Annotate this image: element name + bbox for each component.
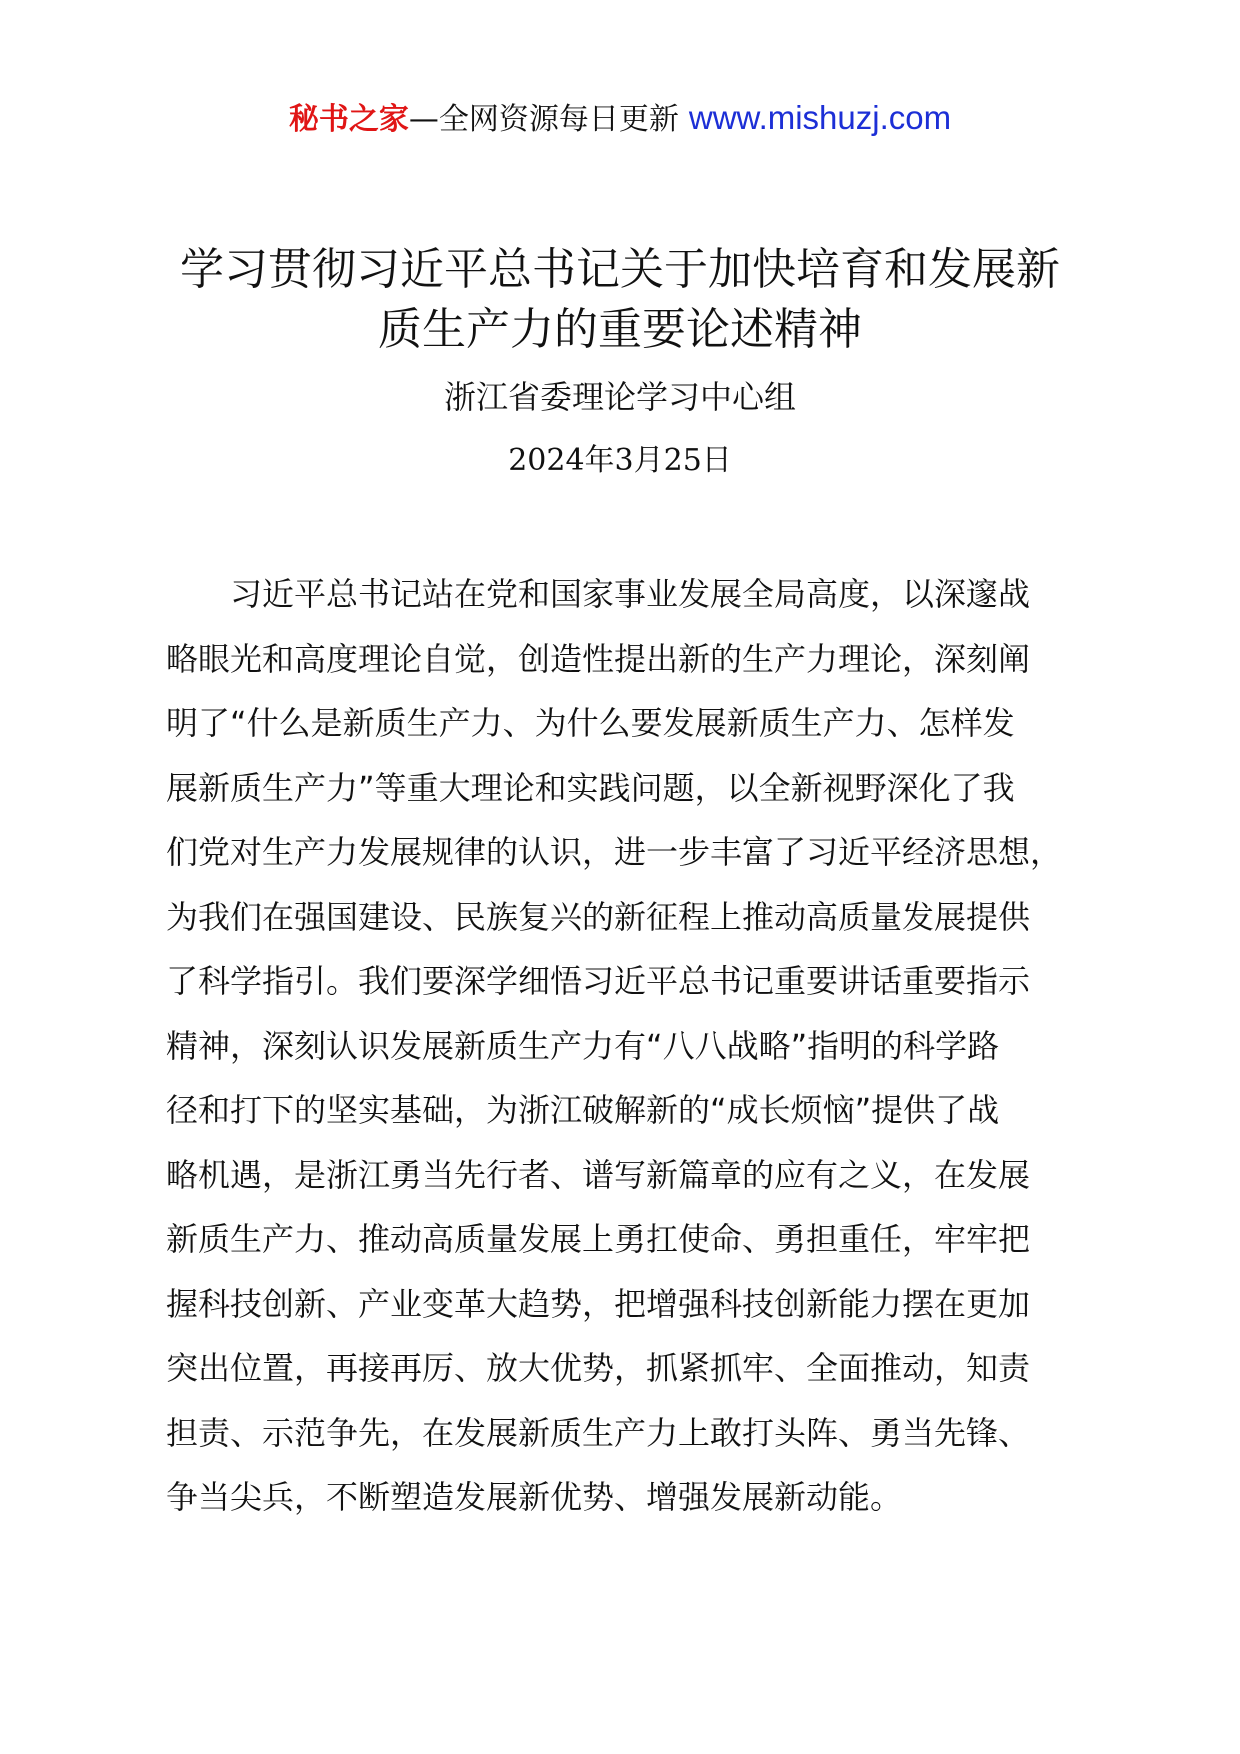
document-author: 浙江省委理论学习中心组 xyxy=(443,378,796,416)
body-line: 明了“什么是新质生产力、为什么要发展新质生产力、怎样发 xyxy=(166,704,1015,742)
body-line: 为我们在强国建设、民族复兴的新征程上推动高质量发展提供 xyxy=(166,897,1031,936)
body-line: 们党对生产力发展规律的认识，进一步丰富了习近平经济思想， xyxy=(166,833,1063,871)
body-line: 径和打下的坚实基础，为浙江破解新的“成长烦恼”提供了战 xyxy=(166,1091,1000,1129)
site-brand: 秘书之家 xyxy=(288,102,409,137)
title-line-1: 学习贯彻习近平总书记关于加快培育和发展新 xyxy=(180,244,1060,295)
document-date: 2024年3月25日 xyxy=(508,443,732,478)
body-line: 担责、示范争先，在发展新质生产力上敢打头阵、勇当先锋、 xyxy=(166,1413,1031,1452)
document-body xyxy=(166,562,1076,1530)
site-slogan: —全网资源每日更新 xyxy=(408,102,679,137)
body-line: 习近平总书记站在党和国家事业发展全局高度，以深邃战 xyxy=(166,575,1031,613)
body-line: 精神，深刻认识发展新质生产力有“八八战略”指明的科学路 xyxy=(166,1026,1000,1065)
body-line: 突出位置，再接再厉、放大优势，抓紧抓牢、全面推动，知责 xyxy=(166,1349,1031,1387)
body-line: 争当尖兵，不断塑造发展新优势、增强发展新动能。 xyxy=(166,1478,903,1516)
body-line: 新质生产力、推动高质量发展上勇扛使命、勇担重任，牢牢把 xyxy=(166,1220,1031,1258)
body-line: 展新质生产力”等重大理论和实践问题，以全新视野深化了我 xyxy=(166,768,1015,807)
body-line: 了科学指引。我们要深学细悟习近平总书记重要讲话重要指示 xyxy=(166,962,1031,1000)
site-header xyxy=(0,98,1240,140)
body-line: 略眼光和高度理论自觉，创造性提出新的生产力理论，深刻阐 xyxy=(166,639,1031,678)
body-line: 略机遇，是浙江勇当先行者、谱写新篇章的应有之义，在发展 xyxy=(166,1155,1031,1194)
body-line: 握科技创新、产业变革大趋势，把增强科技创新能力摆在更加 xyxy=(166,1284,1031,1323)
site-url-link[interactable]: www.mishuzj.com xyxy=(688,99,952,136)
title-line-2: 质生产力的重要论述精神 xyxy=(378,304,862,355)
document-title xyxy=(0,240,1240,360)
